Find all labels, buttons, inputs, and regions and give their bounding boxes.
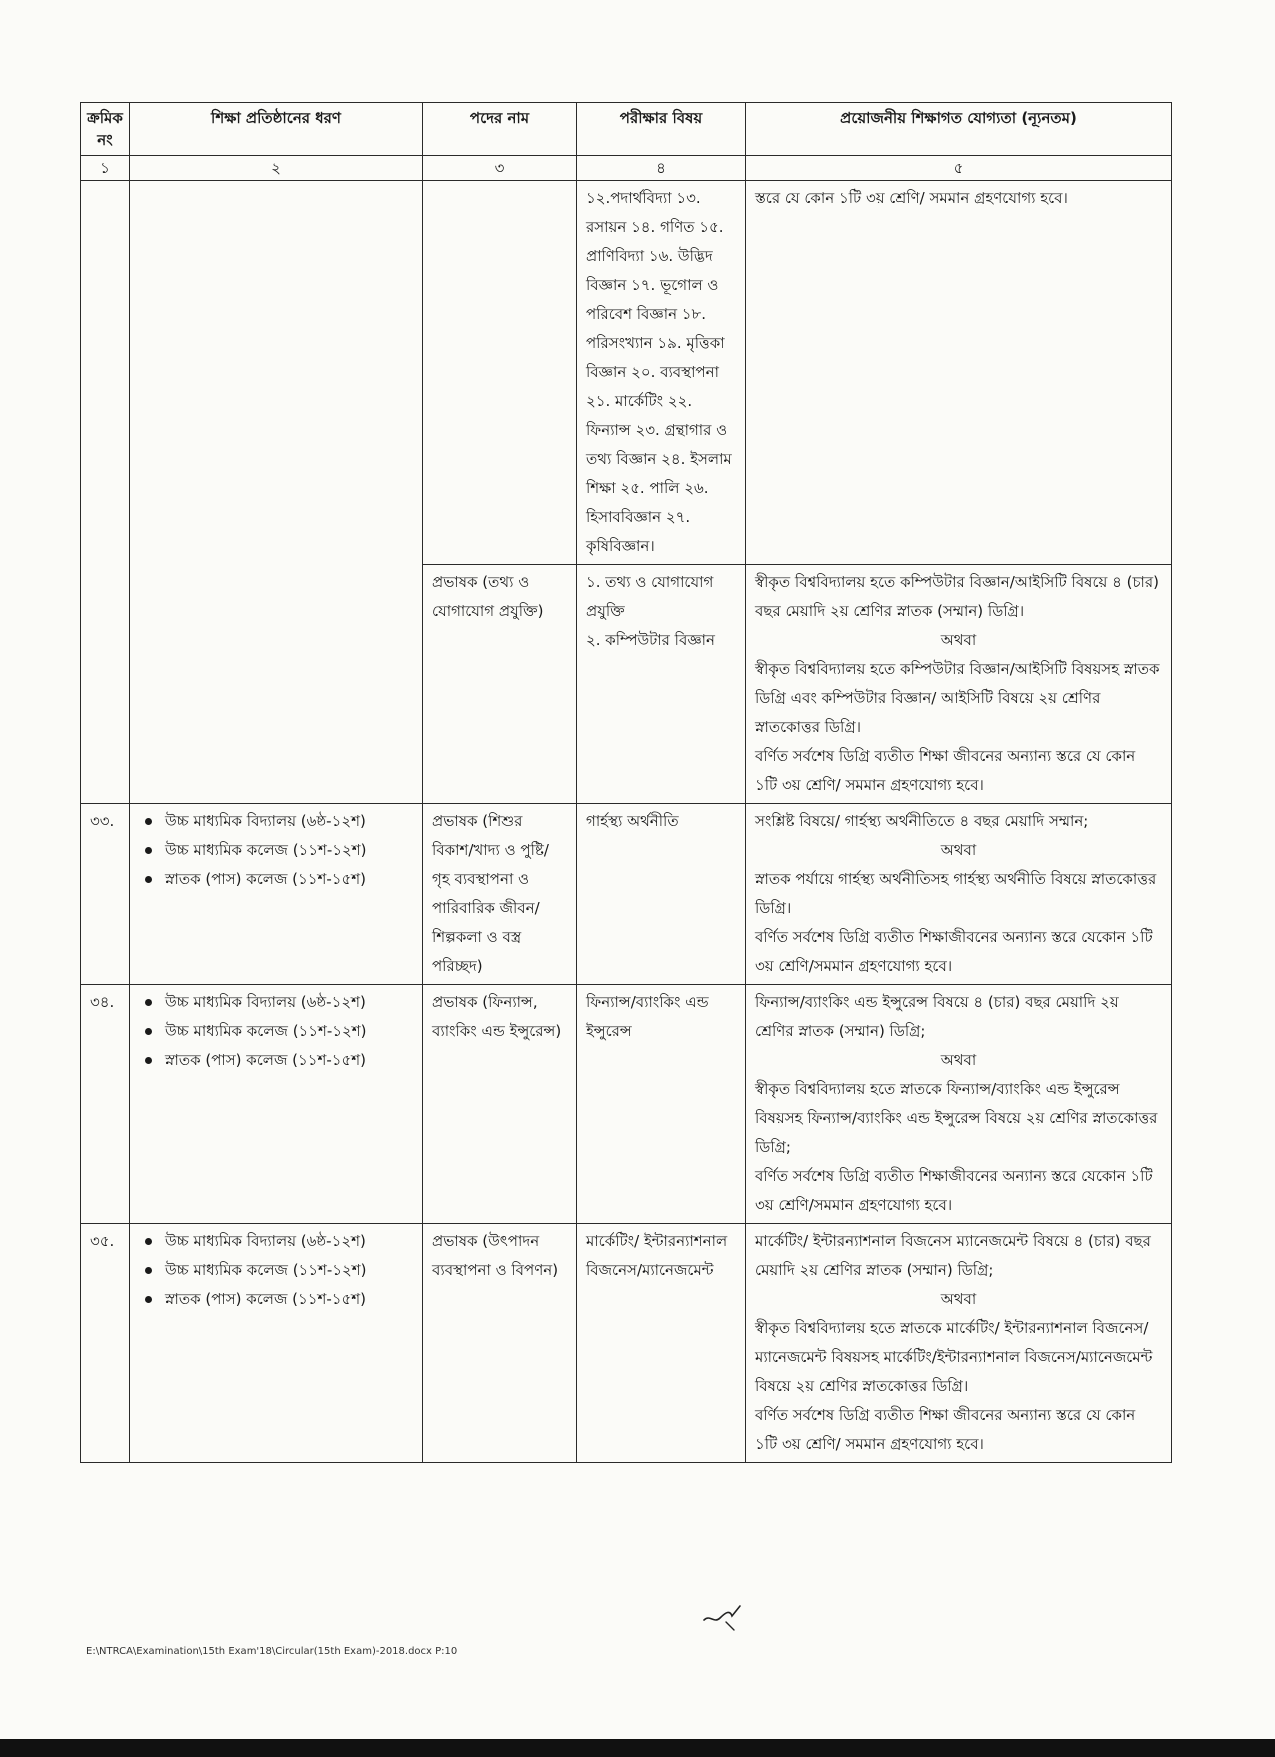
post-cell [423, 181, 577, 565]
institution-type-item: উচ্চ মাধ্যমিক বিদ্যালয় (৬ষ্ঠ-১২শ) [165, 988, 413, 1017]
qualification-text: বর্ণিত সর্বশেষ ডিগ্রি ব্যতীত শিক্ষাজীবনের অন্যান্য স্তরে যেকোন ১টি ৩য় শ্রেণি/সমমান গ্রহণযোগ্য হবে। [755, 928, 1153, 975]
institution-type-item: উচ্চ মাধ্যমিক কলেজ (১১শ-১২শ) [165, 836, 413, 865]
signature-mark [700, 1600, 746, 1634]
or-separator: অথবা [940, 631, 977, 649]
institution-type-item: স্নাতক (পাস) কলেজ (১১শ-১৫শ) [165, 1046, 413, 1075]
file-path-footer: E:\NTRCA\Examination\15th Exam'18\Circular(15th Exam)-2018.docx P:10 [86, 1646, 458, 1657]
qualification-text: স্নাতক পর্যায়ে গার্হস্থ্য অর্থনীতিসহ গার্হস্থ্য অর্থনীতি বিষয়ে স্নাতকোত্তর ডিগ্রি। [755, 870, 1157, 917]
table-row-continued [81, 181, 1172, 565]
institution-type-item: উচ্চ মাধ্যমিক কলেজ (১১শ-১২শ) [165, 1017, 413, 1046]
qualification-text: মার্কেটিং/ ইন্টারন্যাশনাল বিজনেস ম্যানেজমেন্ট বিষয়ে ৪ (চার) বছর মেয়াদি ২য় শ্রেণির স্নাতক (সম্মান) ডিগ্রি; [755, 1232, 1151, 1279]
institution-type-cell [130, 985, 423, 1224]
post-cell: প্রভাষক (ফিন্যান্স, ব্যাংকিং এন্ড ইন্সুরেন্স) [423, 985, 577, 1224]
or-separator: অথবা [940, 1051, 977, 1069]
column-number: ৫ [746, 156, 1172, 181]
qualification-text: বর্ণিত সর্বশেষ ডিগ্রি ব্যতীত শিক্ষা জীবনের অন্যান্য স্তরে যে কোন ১টি ৩য় শ্রেণি/ সমমান গ্রহণযোগ্য হবে। [755, 1406, 1136, 1453]
institution-type-cell [130, 804, 423, 985]
header-post-name: পদের নাম [423, 103, 577, 156]
serial-cell [81, 181, 130, 804]
subject-cell: ১২.পদার্থবিদ্যা ১৩. রসায়ন ১৪. গণিত ১৫. প্রাণিবিদ্যা ১৬. উদ্ভিদ বিজ্ঞান ১৭. ভূগোল ও পরিবেশ বিজ্ঞান ১৮. পরিসংখ্যান ১৯. মৃত্তিকা বিজ্ঞান ২০. ব্যবস্থাপনা ২১. মার্কেটিং ২২. ফিন্যান্স ২৩. গ্রন্থাগার ও তথ্য বিজ্ঞান ২৪. ইসলাম শিক্ষা ২৫. পালি ২৬. হিসাববিজ্ঞান ২৭. কৃষিবিজ্ঞান। [577, 181, 746, 565]
post-cell: প্রভাষক (উৎপাদন ব্যবস্থাপনা ও বিপণন) [423, 1224, 577, 1463]
qualification-cell [746, 1224, 1172, 1463]
institution-type-item: স্নাতক (পাস) কলেজ (১১শ-১৫শ) [165, 865, 413, 894]
header-serial: ক্রমিক নং [81, 103, 130, 156]
institution-type-cell [130, 181, 423, 804]
subject-item: ১. তথ্য ও যোগাযোগ প্রযুক্তি [586, 573, 714, 620]
institution-type-cell [130, 1224, 423, 1463]
header-exam-subject: পরীক্ষার বিষয় [577, 103, 746, 156]
column-number: ৪ [577, 156, 746, 181]
qualification-text: স্বীকৃত বিশ্ববিদ্যালয় হতে স্নাতকে মার্কেটিং/ ইন্টারন্যাশনাল বিজনেস/ম্যানেজমেন্ট বিষয়সহ মার্কেটিং/ইন্টারন্যাশনাল বিজনেস/ম্যানেজমেন্ট বিষয়ে ২য় শ্রেণির স্নাতকোত্তর ডিগ্রি। [755, 1319, 1153, 1395]
qualification-text: সংশ্লিষ্ট বিষয়ে/ গার্হস্থ্য অর্থনীতিতে ৪ বছর মেয়াদি সম্মান; [755, 812, 1089, 830]
qualification-text: ফিন্যান্স/ব্যাংকিং এন্ড ইন্সুরেন্স বিষয়ে ৪ (চার) বছর মেয়াদি ২য় শ্রেণির স্নাতক (সম্মান) ডিগ্রি; [755, 993, 1119, 1040]
table-row-33 [81, 804, 1172, 985]
subject-item: ২. কম্পিউটার বিজ্ঞান [586, 631, 715, 649]
column-number-row [81, 156, 1172, 181]
institution-type-item: উচ্চ মাধ্যমিক বিদ্যালয় (৬ষ্ঠ-১২শ) [165, 807, 413, 836]
header-qualification: প্রয়োজনীয় শিক্ষাগত যোগ্যতা (ন্যূনতম) [746, 103, 1172, 156]
or-separator: অথবা [940, 841, 977, 859]
subject-cell: মার্কেটিং/ ইন্টারন্যাশনাল বিজনেস/ম্যানেজমেন্ট [577, 1224, 746, 1463]
qualification-text: বর্ণিত সর্বশেষ ডিগ্রি ব্যতীত শিক্ষা জীবনের অন্যান্য স্তরে যে কোন ১টি ৩য় শ্রেণি/ সমমান গ্রহণযোগ্য হবে। [755, 747, 1136, 794]
serial-cell: ৩৪. [81, 985, 130, 1224]
qualification-text: বর্ণিত সর্বশেষ ডিগ্রি ব্যতীত শিক্ষাজীবনের অন্যান্য স্তরে যেকোন ১টি ৩য় শ্রেণি/সমমান গ্রহণযোগ্য হবে। [755, 1167, 1153, 1214]
or-separator: অথবা [940, 1290, 977, 1308]
column-number: ৩ [423, 156, 577, 181]
subject-cell: গার্হস্থ্য অর্থনীতি [577, 804, 746, 985]
qualification-cell [746, 804, 1172, 985]
qualification-text: স্বীকৃত বিশ্ববিদ্যালয় হতে কম্পিউটার বিজ্ঞান/আইসিটি বিষয়ে ৪ (চার) বছর মেয়াদি ২য় শ্রেণির স্নাতক (সম্মান) ডিগ্রি। [755, 573, 1159, 620]
qualification-cell: স্তরে যে কোন ১টি ৩য় শ্রেণি/ সমমান গ্রহণযোগ্য হবে। [746, 181, 1172, 565]
institution-type-item: স্নাতক (পাস) কলেজ (১১শ-১৫শ) [165, 1285, 413, 1314]
institution-type-item: উচ্চ মাধ্যমিক কলেজ (১১শ-১২শ) [165, 1256, 413, 1285]
subject-cell [577, 565, 746, 804]
serial-cell: ৩৩. [81, 804, 130, 985]
subject-cell: ফিন্যান্স/ব্যাংকিং এন্ড ইন্সুরেন্স [577, 985, 746, 1224]
column-number: ২ [130, 156, 423, 181]
scan-edge-band [0, 1739, 1275, 1757]
qualification-cell [746, 565, 1172, 804]
qualification-text: স্বীকৃত বিশ্ববিদ্যালয় হতে স্নাতকে ফিন্যান্স/ব্যাংকিং এন্ড ইন্সুরেন্স বিষয়সহ ফিন্যান্স/ব্যাংকিং এন্ড ইন্সুরেন্স বিষয়ে ২য় শ্রেণির স্নাতকোত্তর ডিগ্রি; [755, 1080, 1158, 1156]
qualification-cell [746, 985, 1172, 1224]
post-cell: প্রভাষক (শিশুর বিকাশ/খাদ্য ও পুষ্টি/ গৃহ ব্যবস্থাপনা ও পারিবারিক জীবন/ শিল্পকলা ও বস্ত্র পরিচ্ছদ) [423, 804, 577, 985]
institution-type-item: উচ্চ মাধ্যমিক বিদ্যালয় (৬ষ্ঠ-১২শ) [165, 1227, 413, 1256]
serial-cell: ৩৫. [81, 1224, 130, 1463]
table-row-35 [81, 1224, 1172, 1463]
header-institution-type: শিক্ষা প্রতিষ্ঠানের ধরণ [130, 103, 423, 156]
qualification-text: স্বীকৃত বিশ্ববিদ্যালয় হতে কম্পিউটার বিজ্ঞান/আইসিটি বিষয়সহ স্নাতক ডিগ্রি এবং কম্পিউটার বিজ্ঞান/ আইসিটি বিষয়ে ২য় শ্রেণির স্নাতকোত্তর ডিগ্রি। [755, 660, 1160, 736]
qualification-table [80, 102, 1172, 1463]
table-row-34 [81, 985, 1172, 1224]
post-cell: প্রভাষক (তথ্য ও যোগাযোগ প্রযুক্তি) [423, 565, 577, 804]
column-number: ১ [81, 156, 130, 181]
table-header-row [81, 103, 1172, 156]
